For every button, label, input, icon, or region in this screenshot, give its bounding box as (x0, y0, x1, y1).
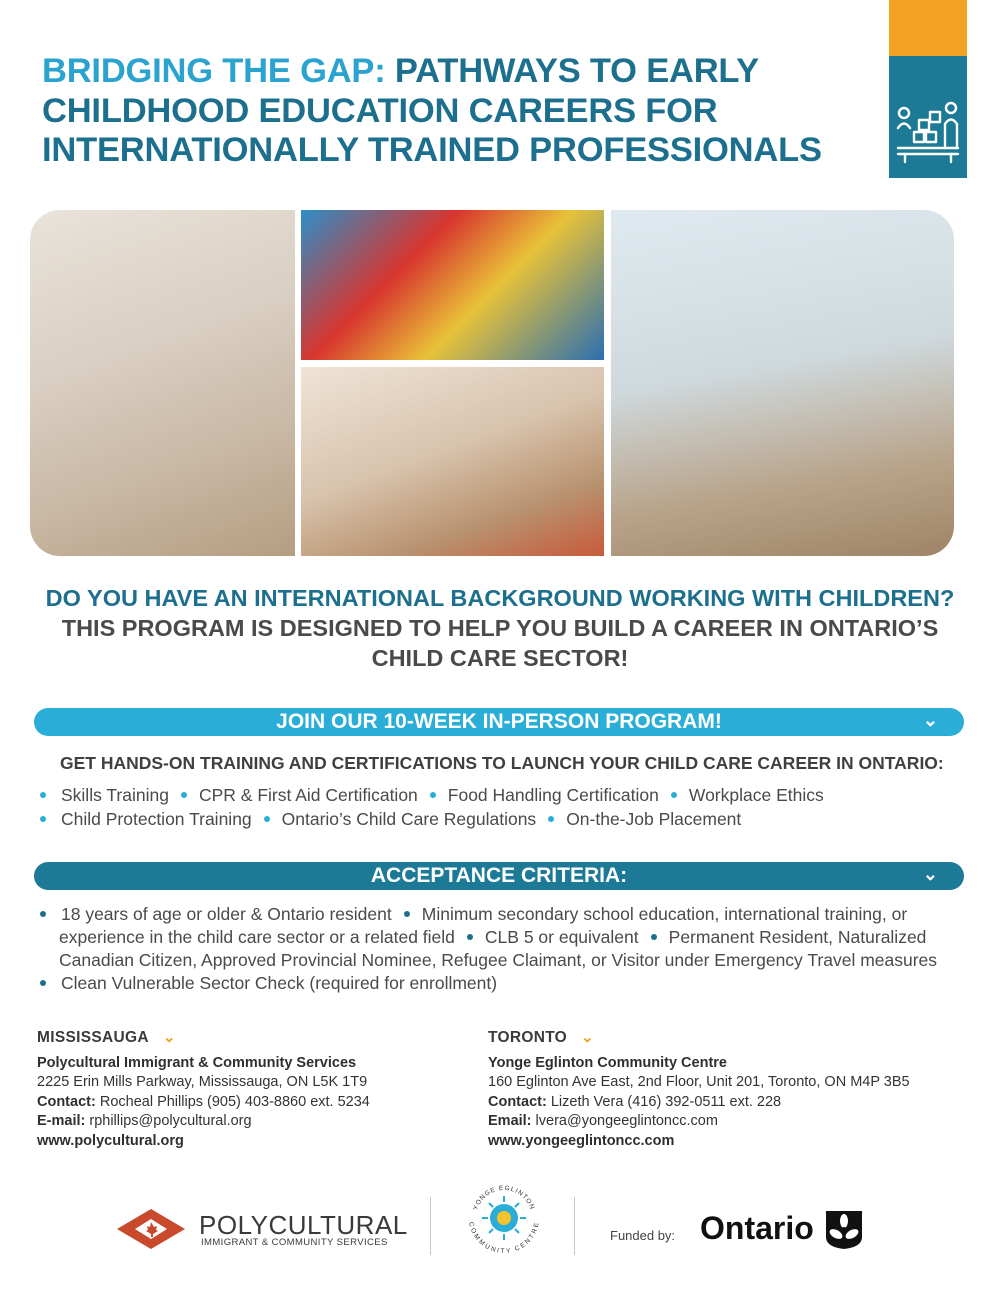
bullet-icon (264, 816, 270, 822)
chevron-down-icon: ⌄ (581, 1029, 594, 1046)
email-label: Email: (488, 1113, 532, 1129)
program-item: Ontario’s Child Care Regulations (281, 809, 537, 829)
contact-person: Lizeth Vera (416) 392-0511 ext. 228 (546, 1093, 782, 1110)
chevron-down-icon: ⌄ (162, 1029, 176, 1046)
program-item: Food Handling Certification (447, 785, 659, 805)
bullet-icon (404, 911, 410, 917)
contact-label: Contact: (488, 1093, 547, 1110)
bullet-icon (181, 792, 187, 798)
bullet-icon (467, 934, 473, 940)
bullet-icon (651, 934, 657, 940)
program-section-bar[interactable] (34, 708, 964, 736)
photo-teacher-and-children-playing (301, 367, 604, 556)
criteria-item: 18 years of age or older & Ontario resident (61, 904, 392, 924)
criteria-list (40, 903, 960, 995)
ontario-logo-wordmark: Ontario (700, 1210, 814, 1246)
criteria-line (40, 903, 960, 926)
program-item: Skills Training (61, 785, 169, 805)
bullet-icon (40, 816, 46, 822)
divider (574, 1197, 575, 1255)
bullet-icon (548, 816, 554, 822)
email-link[interactable]: lvera@yongeeglintoncc.com (531, 1113, 718, 1129)
org-name: Polycultural Immigrant & Community Services (37, 1054, 357, 1071)
question-rest: THIS PROGRAM IS DESIGNED TO HELP YOU BUILD A CAREER IN ONTARIO’S CHILD CARE SECTOR! (61, 615, 939, 671)
polycultural-logo-icon (115, 1207, 187, 1251)
program-list-line (40, 808, 741, 831)
email-link[interactable]: rphillips@polycultural.org (85, 1113, 252, 1129)
contact-mississauga (37, 1028, 457, 1151)
criteria-line (40, 949, 960, 972)
criteria-item: experience in the child care sector or a related field (59, 927, 455, 947)
criteria-item: Permanent Resident, Naturalized (668, 927, 927, 947)
question-accent: DO YOU HAVE AN INTERNATIONAL BACKGROUND WORKING WITH CHILDREN? (45, 585, 955, 611)
contact-toronto (488, 1028, 968, 1151)
title-accent: BRIDGING THE GAP: (42, 52, 386, 90)
program-item: Child Protection Training (61, 809, 252, 829)
corner-accent-orange (889, 0, 967, 56)
photo-toddler-in-classroom (301, 210, 604, 360)
city-name: TORONTO (488, 1029, 568, 1046)
address: 160 Eglinton Ave East, 2nd Floor, Unit 201, Toronto, ON M4P 3B5 (488, 1074, 910, 1090)
photo-children-sitting-on-stools (611, 210, 954, 556)
bullet-icon (430, 792, 436, 798)
criteria-line (40, 926, 960, 949)
email-label: E-mail: (37, 1113, 86, 1129)
trillium-icon (822, 1207, 866, 1251)
chevron-down-icon: ⌄ (922, 710, 938, 730)
org-name: Yonge Eglinton Community Centre (488, 1054, 727, 1071)
bullet-icon (40, 980, 46, 986)
page-title (42, 52, 872, 171)
criteria-item: Clean Vulnerable Sector Check (required for enrollment) (61, 973, 498, 993)
criteria-item: CLB 5 or equivalent (484, 927, 639, 947)
criteria-item: Canadian Citizen, Approved Provincial Nominee, Refugee Claimant, or Visitor under Emergency Travel measures (59, 950, 938, 970)
yonge-eglinton-logo-icon (466, 1180, 542, 1256)
criteria-line (40, 972, 960, 995)
photo-teacher-with-children-building-blocks (30, 210, 295, 556)
website-link[interactable]: www.yongeeglintoncc.com (488, 1132, 675, 1149)
bullet-icon (40, 911, 46, 917)
program-bar-label: JOIN OUR 10-WEEK IN-PERSON PROGRAM! (276, 710, 722, 733)
training-heading: GET HANDS-ON TRAINING AND CERTIFICATIONS TO LAUNCH YOUR CHILD CARE CAREER IN ONTARIO: (60, 753, 944, 773)
polycultural-logo-subtitle: IMMIGRANT & COMMUNITY SERVICES (201, 1237, 388, 1248)
criteria-bar-label: ACCEPTANCE CRITERIA: (370, 864, 628, 887)
program-item: CPR & First Aid Certification (198, 785, 418, 805)
polycultural-logo-name: POLYCULTURAL (199, 1210, 408, 1240)
divider (430, 1197, 431, 1255)
classroom-icon (893, 98, 963, 168)
title-rest: PATHWAYS TO EARLY CHILDHOOD EDUCATION CAREERS FOR INTERNATIONALLY TRAINED PROFESSIONALS (42, 52, 822, 169)
contact-label: Contact: (37, 1093, 96, 1110)
city-name: MISSISSAUGA (37, 1029, 149, 1046)
yecc-logo-top-text: YONGE EGLINTON (472, 1184, 536, 1212)
address: 2225 Erin Mills Parkway, Mississauga, ON L5K 1T9 (37, 1074, 368, 1090)
criteria-section-bar[interactable] (34, 862, 964, 890)
bullet-icon (671, 792, 677, 798)
program-item: Workplace Ethics (688, 785, 824, 805)
yecc-logo-bottom-text: COMMUNITY CENTRE (467, 1221, 541, 1256)
funded-by-label: Funded by: (610, 1228, 676, 1243)
contact-person: Rocheal Phillips (905) 403-8860 ext. 5234 (95, 1093, 370, 1110)
website-link[interactable]: www.polycultural.org (37, 1132, 184, 1149)
criteria-item: Minimum secondary school education, international training, or (421, 904, 908, 924)
bullet-icon (40, 792, 46, 798)
chevron-down-icon: ⌄ (922, 864, 938, 884)
city-heading (37, 1028, 457, 1048)
intro-question (40, 583, 960, 673)
program-list-line (40, 784, 824, 807)
city-heading (488, 1028, 968, 1048)
program-item: On-the-Job Placement (566, 809, 742, 829)
